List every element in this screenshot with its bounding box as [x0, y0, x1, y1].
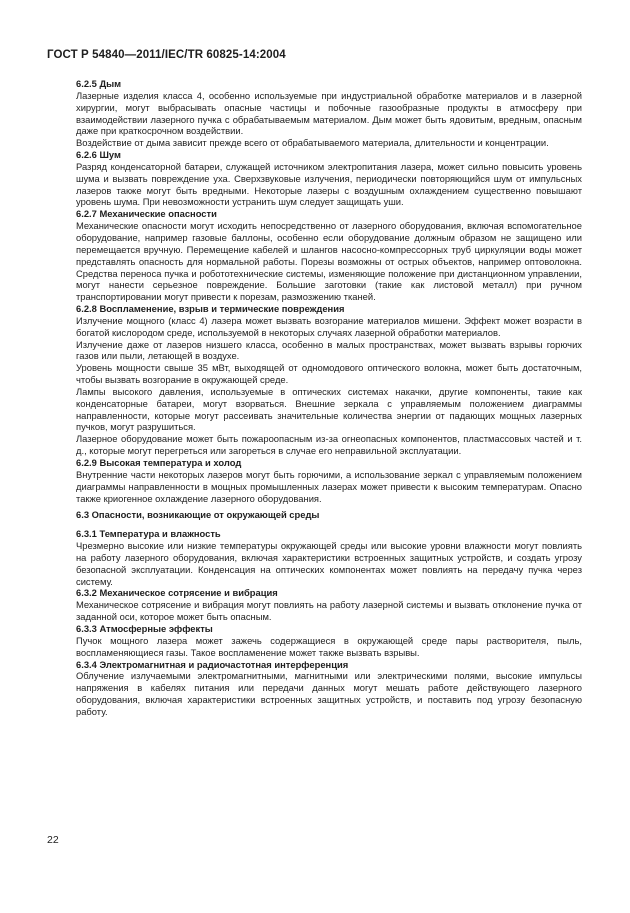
section-heading: 6.2.7 Механические опасности: [76, 208, 217, 220]
paragraph: Лампы высокого давления, используемые в оптических системах накачки, другие компоненты, такие как конденсаторные батареи, могут взорваться. Внешние зеркала с управляемым положением диаграммы направленности, которые могут рассеивать значительные количества энергии от падающих мощных лазерных пучков, могут разрушиться.: [76, 385, 582, 433]
page-content: [76, 78, 582, 718]
section-heading: 6.2.5 Дым: [76, 78, 122, 89]
section-heading: 6.3.2 Механическое сотрясение и вибрация: [76, 587, 278, 599]
standard-header: ГОСТ Р 54840—2011/IEC/TR 60825-14:2004: [47, 49, 286, 61]
paragraph: Механические опасности могут исходить непосредственно от лазерного оборудования, включая вспомогательное оборудование, например газовые баллоны, особенно если оборудование должным образом не защищено или перемещается вручную. Перемещение кабелей и шлангов насосно-компрессорных труб циркуляции воды может представлять опасность для нормальной работы. Порезы возможны от острых объектов, например оптоволокна. Средства переноса пучка и робототехнические системы, изменяющие положение при дистанционном управлении, могут нанести серьезное повреждение. Большие заготовки (такие как листовой металл) при ручном транспортировании могут привести к порезам, размозжению тканей.: [76, 220, 582, 303]
paragraph: Внутренние части некоторых лазеров могут быть горючими, а использование зеркал с управляемым положением диаграммы направленности в мощных промышленных лазерах может привести к высоким температурам. Опасно также криогенное охлаждение лазерного оборудования.: [76, 468, 582, 504]
paragraph: Чрезмерно высокие или низкие температуры окружающей среды или высокие уровни влажности могут повлиять на работу лазерного оборудования, включая характеристики встроенных защитных устройств, и создать угрозу безопасной эксплуатации. Конденсация на оптических компонентах может повлиять на передачу пучка через систему.: [76, 540, 582, 587]
section-heading: 6.3.3 Атмосферные эффекты: [76, 622, 213, 634]
section-heading: 6.3.1 Температура и влажность: [76, 528, 221, 540]
paragraph: Уровень мощности свыше 35 мВт, выходящей от одномодового оптического волокна, может быть достаточным, чтобы вызвать возгорание в окружающей среде.: [76, 362, 582, 386]
paragraph: Разряд конденсаторной батареи, служащей источником электропитания лазера, может сильно повысить уровень шума и вызвать повреждение уха. Сверхзвуковые излучения, периодически повторяющийся шум от импульсных лазеров также могут быть вредными. Некоторые лазеры с воздушным охлаждением существенно повышают уровень шума. При невозможности устранить шум следует защищать уши.: [76, 160, 582, 208]
paragraph: Излучение даже от лазеров низшего класса, особенно в малых пространствах, может вызвать взрывы горючих газов или пыли, летающей в воздухе.: [76, 338, 582, 362]
page-number: 22: [47, 834, 59, 846]
section-heading: 6.3 Опасности, возникающие от окружающей среды: [76, 509, 320, 521]
section-heading: 6.2.9 Высокая температура и холод: [76, 457, 242, 468]
section-heading: 6.3.4 Электромагнитная и радиочастотная интерференция: [76, 658, 349, 670]
paragraph: Облучение излучаемыми электромагнитными, магнитными или электрическими полями, высокие импульсы напряжения в кабелях питания или передачи данных могут мешать работе действующего лазерного оборудования, включая характеристики встроенных защитных устройств, и поставить под угрозу безопасную работу.: [76, 670, 582, 717]
paragraph: Воздействие от дыма зависит прежде всего от обрабатываемого материала, длительности и концентрации.: [76, 137, 549, 149]
section-heading: 6.2.6 Шум: [76, 149, 121, 161]
paragraph: Излучение мощного (класс 4) лазера может вызвать возгорание материалов мишени. Эффект может возрасти в богатой кислородом среде, используемой в некоторых случаях лазерной обработки материалов.: [76, 314, 582, 338]
paragraph: Лазерные изделия класса 4, особенно используемые при индустриальной обработке материалов и в лазерной хирургии, могут выбрасывать опасные частицы и побочные газообразные продукты в атмосферу при взаимодействии лазерного пучка с обрабатываемым материалом. Дым может быть ядовитым, вредным, опасным даже при краткосрочном воздействии.: [76, 89, 582, 137]
paragraph: Лазерное оборудование может быть пожароопасным из-за огнеопасных компонентов, пластмассовых частей и т. д., которые могут перегреться или загореться в случае его неправильной эксплуатации.: [76, 433, 582, 457]
paragraph: Механическое сотрясение и вибрация могут повлиять на работу лазерной системы и вызвать отклонение пучка от заданной оси, которое может быть опасным.: [76, 599, 582, 623]
section-heading: 6.2.8 Воспламенение, взрыв и термические повреждения: [76, 303, 345, 315]
paragraph: Пучок мощного лазера может зажечь содержащиеся в окружающей среде пары растворителя, пыль, воспламеняющиеся газы. Такое воспламенение может также вызвать взрывы.: [76, 634, 582, 658]
